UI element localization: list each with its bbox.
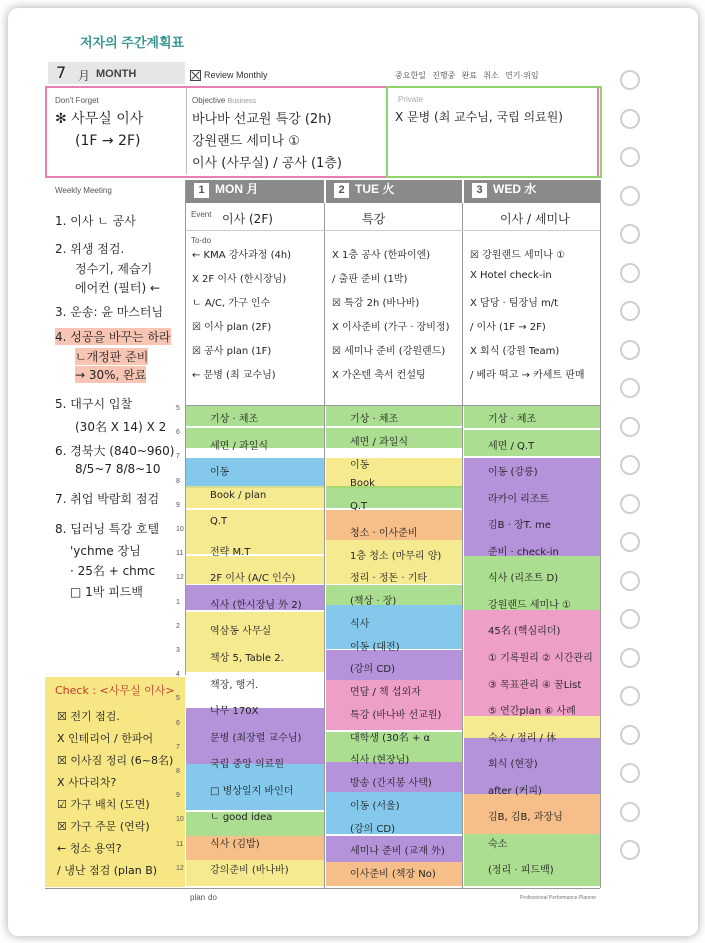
review-label: Review Monthly xyxy=(204,70,268,80)
todo-item: / 출판 준비 (1박) xyxy=(332,274,408,285)
hour-label: 7 xyxy=(176,743,180,751)
binder-ring xyxy=(620,571,640,591)
schedule-item: 책장, 행거. xyxy=(210,679,259,691)
schedule-item: 회식 (현장) xyxy=(488,759,538,771)
weekly-line: · 25名 + chmc xyxy=(70,564,156,578)
legend-important: 중요한일 xyxy=(395,71,426,80)
schedule-item: 1층 청소 (마무리 양) xyxy=(350,550,442,562)
schedule-item: 이동 xyxy=(210,467,230,479)
schedule-item: 숙소 / 정리 / 休 xyxy=(488,732,557,744)
schedule-item: 전략 M.T xyxy=(210,546,251,558)
schedule-item: 이동 (대전) xyxy=(350,641,400,653)
hour-label: 5 xyxy=(176,695,180,703)
schedule-item: 기상 · 체조 xyxy=(488,414,537,425)
schedule-item: 식사 (한시장님 外 2) xyxy=(210,599,302,611)
todo-item: ← KMA 강사과정 (4h) xyxy=(192,250,292,261)
schedule-item: 대학생 (30名 + α xyxy=(350,732,431,744)
schedule-item: 방송 (간지봉 사택) xyxy=(350,778,432,790)
schedule-item: 식사 xyxy=(350,618,370,630)
check-item: / 냉난 점검 (plan B) xyxy=(57,864,158,877)
schedule-item: 역삼동 사무실 xyxy=(210,626,272,638)
hour-label: 9 xyxy=(176,501,180,509)
check-item: ☒ 전기 점검. xyxy=(57,710,120,723)
hour-label: 12 xyxy=(176,574,184,582)
schedule-item: ① 기록원리 ② 시간관리 xyxy=(488,653,593,664)
hour-label: 3 xyxy=(176,647,180,654)
weekly-line: → 30%, 완료 xyxy=(75,368,147,382)
schedule-item: 책상 5, Table 2. xyxy=(210,653,284,664)
weekly-line: 2. 위생 점검. xyxy=(55,242,125,256)
day-header-wed xyxy=(464,180,600,203)
binder-ring xyxy=(620,70,640,90)
weekly-line: 6. 경북大 (840~960) xyxy=(55,444,175,458)
schedule-item: 특강 (바나바 선교원) xyxy=(350,709,442,721)
private-item: X 문병 (최 교수님, 국립 의료원) xyxy=(395,110,563,124)
schedule-item: (강의 CD) xyxy=(350,664,395,676)
todo-item: ☒ 이사 plan (2F) xyxy=(192,322,272,333)
dont-forget-line2: (1F → 2F) xyxy=(75,133,141,149)
schedule-item: 기상 · 체조 xyxy=(210,414,259,425)
todo-item: ← 문병 (최 교수님) xyxy=(192,370,276,381)
check-item: ☒ 가구 주문 (연락) xyxy=(57,820,150,833)
dont-forget-line1: ✻ 사무실 이사 xyxy=(55,111,144,127)
review-checkbox[interactable] xyxy=(190,70,201,81)
hour-label: 10 xyxy=(176,816,184,824)
day-num: 1 xyxy=(194,183,209,198)
binder-ring xyxy=(620,802,640,822)
schedule-item: Book / plan xyxy=(210,489,267,501)
event-label: Event xyxy=(191,210,212,219)
schedule-item: 이동 xyxy=(350,459,370,471)
day-name: WED 水 xyxy=(493,182,537,196)
weekly-line: 8. 딥러닝 특강 호텔 xyxy=(55,522,160,536)
day-num: 2 xyxy=(334,183,349,198)
binder-ring xyxy=(620,147,640,167)
binder-ring xyxy=(620,340,640,360)
schedule-item: 강원랜드 세미나 ① xyxy=(488,599,571,611)
binder-ring xyxy=(620,417,640,437)
binder-ring xyxy=(620,455,640,475)
todo-item: X Hotel check-in xyxy=(470,270,552,281)
hour-label: 4 xyxy=(176,671,180,679)
schedule-item: Q.T xyxy=(350,501,368,513)
check-item: ← 청소 용역? xyxy=(57,842,122,855)
legend-delay: 연기·위임 xyxy=(504,71,539,80)
schedule-item: (강의 CD) xyxy=(350,823,395,835)
schedule-item: 면담 / 책 섭외자 xyxy=(350,687,421,699)
binder-ring xyxy=(620,378,640,398)
schedule-item: 문병 (최장렬 교수님) xyxy=(210,732,302,744)
schedule-item: 2F 이사 (A/C 인수) xyxy=(210,573,296,585)
legend xyxy=(395,70,543,81)
schedule-item: 이사준비 (책장 No) xyxy=(350,869,436,881)
schedule-item: 이동 (강릉) xyxy=(488,467,538,479)
weekly-label: Weekly Meeting xyxy=(55,186,112,195)
do-label: do xyxy=(208,893,217,902)
schedule-item: 숙소 xyxy=(488,838,508,850)
binder-ring xyxy=(620,686,640,706)
objective-item: 이사 (사무실) / 공사 (1층) xyxy=(192,156,342,171)
day-name: MON 月 xyxy=(215,182,259,196)
hour-label: 11 xyxy=(176,550,184,558)
schedule-item: 45名 (핵심리더) xyxy=(488,626,561,638)
todo-item: X 이사준비 (가구 · 장비정) xyxy=(332,322,450,333)
todo-item: ☒ 강원랜드 세미나 ① xyxy=(470,250,566,261)
private-label: Private xyxy=(398,95,423,104)
binder-ring xyxy=(620,301,640,321)
highlight-band xyxy=(464,834,600,886)
month-en: MONTH xyxy=(96,68,137,80)
month-label: 月 xyxy=(78,69,91,83)
day-event: 이사 / 세미나 xyxy=(500,212,570,226)
hour-label: 8 xyxy=(176,477,180,485)
binder-ring xyxy=(620,532,640,552)
weekly-line: 'ychme 장님 xyxy=(70,544,141,558)
check-item: ☒ 이사짐 정리 (6~8名) xyxy=(57,754,174,767)
todo-item: ☒ 특강 2h (바나바) xyxy=(332,298,420,309)
objective-item: 강원랜드 세미나 ① xyxy=(192,134,300,149)
binder-ring xyxy=(620,224,640,244)
todo-item: X 2F 이사 (한시장님) xyxy=(192,274,287,285)
schedule-item: after (커피) xyxy=(488,785,542,797)
check-item: X 인테리어 / 한파어 xyxy=(57,732,154,745)
weekly-line: 1. 이사 ㄴ 공사 xyxy=(55,214,136,228)
binder-ring xyxy=(620,840,640,860)
schedule-item: 정리 · 정돈 · 기타 xyxy=(350,573,428,585)
schedule-item: 나무 170X xyxy=(210,706,259,718)
check-item: X 사다리차? xyxy=(57,776,117,789)
todo-item: ☒ 공사 plan (1F) xyxy=(192,346,272,357)
schedule-item: 식사 (현장님) xyxy=(350,755,410,767)
weekly-line: □ 1박 피드백 xyxy=(70,585,143,599)
month-box xyxy=(48,62,185,84)
weekly-line: 7. 취업 박람회 점검 xyxy=(55,492,160,506)
schedule-item: ③ 목표관리 ④ 꿈List xyxy=(488,679,582,691)
schedule-item: □ 병상일지 바인더 xyxy=(210,785,294,797)
binder-ring xyxy=(620,763,640,783)
highlight-band xyxy=(326,486,462,508)
binder-ring xyxy=(620,494,640,514)
weekly-line: 8/5~7 8/8~10 xyxy=(75,462,161,476)
dont-forget-label: Don't Forget xyxy=(55,96,99,105)
schedule-item: ⑤ 연간plan ⑥ 사례 xyxy=(488,706,576,718)
todo-label: To-do xyxy=(191,236,212,245)
schedule-item: ㄴ good idea xyxy=(210,812,273,824)
schedule-item: 식사 (김밥) xyxy=(210,838,260,850)
binder-ring xyxy=(620,186,640,206)
todo-item: X 가온텐 축서 컨설팅 xyxy=(332,370,426,381)
legend-done: 완료 xyxy=(461,71,478,80)
objective-item: 바나바 선교원 특강 (2h) xyxy=(192,112,332,127)
binder-ring xyxy=(620,725,640,745)
todo-item: ㄴ A/C, 가구 인수 xyxy=(192,298,271,309)
day-event: 특강 xyxy=(362,212,386,226)
binder-ring xyxy=(620,648,640,668)
schedule-item: 청소 · 이사준비 xyxy=(350,527,418,539)
hour-label: 6 xyxy=(176,719,180,727)
check-label: Check : <사무실 이사> xyxy=(55,684,175,697)
schedule-item: 세면 / Q.T xyxy=(488,440,535,452)
todo-item: / 이사 (1F → 2F) xyxy=(470,322,546,333)
brand: Professional Performance Planner xyxy=(520,895,597,901)
weekly-line: (30名 X 14) X 2 xyxy=(75,420,167,434)
highlight-band xyxy=(186,510,324,554)
day-name: TUE 火 xyxy=(355,182,395,196)
weekly-line: 정수기, 제습기 xyxy=(75,262,153,276)
todo-item: X 담당 · 팀장님 m/t xyxy=(470,298,559,309)
todo-item: X 회식 (강원 Team) xyxy=(470,346,560,357)
schedule-item: (정리 · 피드백) xyxy=(488,865,554,877)
schedule-item: 라카이 리조트 xyxy=(488,493,550,505)
schedule-item: 식사 (리조트 D) xyxy=(488,573,559,585)
schedule-item: 기상 · 체조 xyxy=(350,414,399,425)
planner-title: 저자의 주간계획표 xyxy=(80,35,185,50)
schedule-item: 세면 / 과일식 xyxy=(350,436,409,448)
schedule-item: 세미나 준비 (교재 外) xyxy=(350,846,445,858)
hour-label: 2 xyxy=(176,622,180,630)
binder-ring xyxy=(620,109,640,129)
review-monthly[interactable] xyxy=(190,70,268,81)
binder-ring xyxy=(620,263,640,283)
highlight-band xyxy=(186,458,324,488)
hour-label: 10 xyxy=(176,526,184,533)
binder-ring xyxy=(620,609,640,629)
schedule-item: (책상 · 장) xyxy=(350,596,397,608)
day-header-tue xyxy=(326,180,462,203)
schedule-item: 김B · 장T. me xyxy=(488,520,551,532)
schedule-item: 국립 중앙 의료원 xyxy=(210,759,284,771)
weekly-line: 5. 대구시 입찰 xyxy=(55,397,133,411)
weekly-line: 3. 운송: 윤 마스터님 xyxy=(55,305,164,319)
hour-label: 1 xyxy=(176,598,180,606)
schedule-item: 세면 / 과일식 xyxy=(210,440,269,452)
hour-label: 6 xyxy=(176,429,180,437)
hour-label: 9 xyxy=(176,792,180,800)
todo-item: ☒ 세미나 준비 (강원랜드) xyxy=(332,346,446,357)
check-item: ☑ 가구 배치 (도면) xyxy=(57,798,150,811)
hour-label: 11 xyxy=(176,840,184,848)
schedule-item: Book xyxy=(350,478,375,490)
schedule-item: 강의준비 (바나바) xyxy=(210,865,289,877)
schedule-item: 김B, 김B, 과장님 xyxy=(488,812,563,824)
weekly-line: ㄴ개정판 준비 xyxy=(75,350,149,364)
day-num: 3 xyxy=(472,183,487,198)
hour-label: 12 xyxy=(176,864,184,872)
todo-item: / 베라 떡고 → 카세트 판매 xyxy=(470,370,585,381)
day-header-mon xyxy=(186,180,324,203)
highlight-band xyxy=(326,458,462,488)
day-event: 이사 (2F) xyxy=(222,212,273,226)
weekly-line: 4. 성공을 바꾸는 하라 xyxy=(55,330,171,344)
hour-label: 5 xyxy=(176,405,180,412)
objective-label: Objective Business xyxy=(192,96,256,105)
schedule-item: Q.T xyxy=(210,516,228,528)
legend-cancel: 취소 xyxy=(483,71,499,80)
hour-label: 7 xyxy=(176,453,180,461)
weekly-line: 에어컨 (필터) ← xyxy=(75,281,161,295)
legend-progress: 진행중 xyxy=(432,71,456,80)
todo-item: X 1층 공사 (한파이엔) xyxy=(332,250,431,261)
hour-label: 8 xyxy=(176,768,180,775)
plan-label: plan xyxy=(190,893,206,902)
schedule-item: 준비 · check-in xyxy=(488,546,559,558)
month-number: 7 xyxy=(56,63,67,82)
schedule-item: 이동 (서울) xyxy=(350,800,400,812)
